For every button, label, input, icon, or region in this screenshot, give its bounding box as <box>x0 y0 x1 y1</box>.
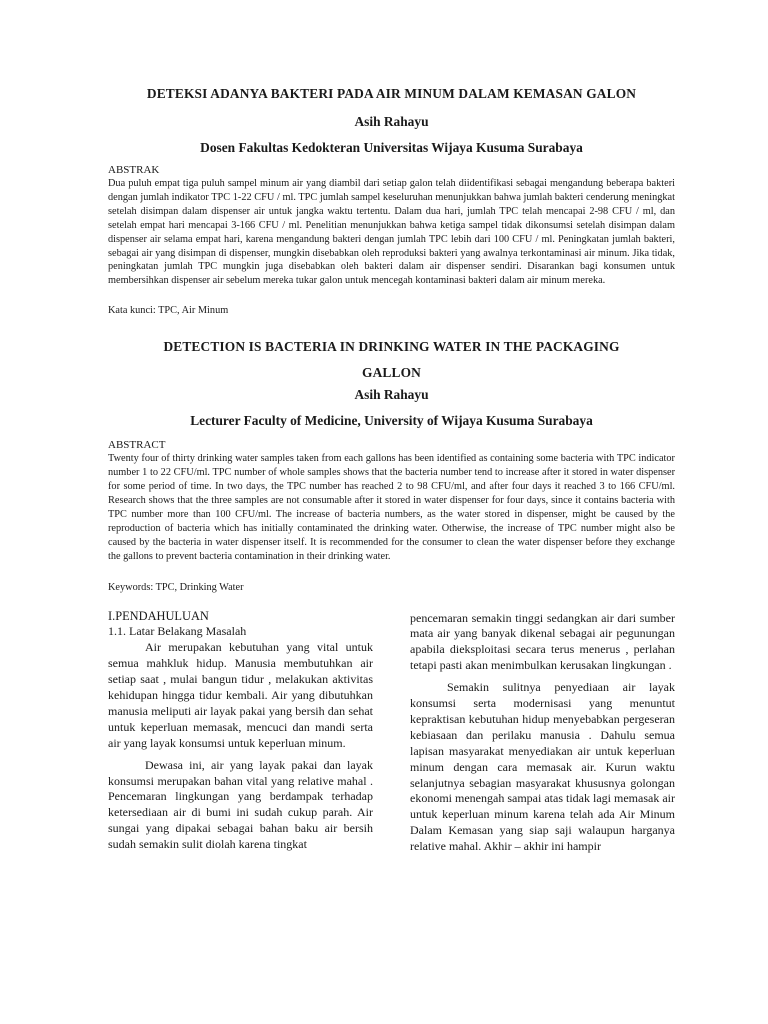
keywords-english: Keywords: TPC, Drinking Water <box>108 581 244 593</box>
section-heading: I.PENDAHULUAN <box>108 608 209 623</box>
keywords-indonesian: Kata kunci: TPC, Air Minum <box>108 305 229 317</box>
abstract-heading-indonesian: ABSTRAK <box>108 164 160 176</box>
abstract-body-english: Twenty four of thirty drinking water samples taken from each gallons has been identified as containing some bacteria with TPC indicator number 1 to 22 CFU/ml. TPC number of whole samples shows that the bacteria number tend to increase after it stored in water dispenser for some period of time. In two days, the TPC number has reached 2 to 98 CFU/ml, and after four days it reached 3 to 166 CFU/ml. Research shows that the three samples are not consumable after it stored in water dispenser for four days, since it contains bacteria with TPC number more than 100 CFU/ml. The increase of bacteria numbers, as the water stored in dispenser, might be caused by the reproduction of bacteria which has initially contaminated the drinking water. Otherwise, the increase of TPC number might also be caused by the bacteria in water dispenser itself. It is recommended for the consumer to clean the water dispenser before they exchange the gallons to prevent bacteria contamination in their drinking water. <box>108 453 675 562</box>
body-columns <box>108 609 675 856</box>
paper-title-english-line1: DETECTION IS BACTERIA IN DRINKING WATER IN THE PACKAGING <box>163 339 620 355</box>
body-paragraph: Semakin sulitnya penyediaan air layak konsumsi serta modernisasi yang menuntut kepraktisan kebutuhan hidup menyebabkan pergeseran kebiasaan dan perilaku manusia . Dahulu semua lapisan masyarakat menyediakan air untuk keperluan minum dengan cara memasak air. Kurun waktu selanjutnya sebagian masyarakat khususnya golongan ekonomi menengah sampai atas tidak lagi memasak air untuk keperluan minum karena telah ada Air Minum Dalam Kemasan yang siap saji walaupun harganya relative mahal. Akhir – akhir ini hampir <box>410 680 675 854</box>
left-column <box>108 609 373 856</box>
body-paragraph: Dewasa ini, air yang layak pakai dan layak konsumsi merupakan bahan vital yang relative mahal . Pencemaran lingkungan yang berdampak terhadap ketersediaan air di bumi ini sudah cukup parah. Air sungai yang dipakai sebagai bahan baku air bersih sudah semakin sulit diolah karena tingkat <box>108 757 373 852</box>
body-paragraph: Air merupakan kebutuhan yang vital untuk semua mahkluk hidup. Manusia membutuhkan air setiap saat , mulai bangun tidur , melakukan aktivitas kehidupan hingga tidur kembali. Air yang dibutuhkan manusia meliputi air layak pakai yang bersih dan sehat untuk keperluan memasak, mencuci dan mandi serta air yang layak konsumsi untuk keperluan minum. <box>108 640 373 750</box>
abstract-heading-english: ABSTRACT <box>108 439 166 452</box>
paper-title-english <box>108 334 675 386</box>
body-paragraph: pencemaran semakin tinggi sedangkan air dari sumber mata air yang banyak dikenal sebagai air pegunungan apabila dieksploitasi secara terus menerus , perlahan tetapi pasti akan menimbulkan kerusakan lingkungan . <box>410 610 675 673</box>
author-name-indonesian: Asih Rahayu <box>354 114 429 129</box>
paper-title-english-line2: GALLON <box>362 365 421 381</box>
author-affiliation-english: Lecturer Faculty of Medicine, University of Wijaya Kusuma Surabaya <box>190 413 593 429</box>
author-name-english: Asih Rahayu <box>354 387 429 403</box>
author-affiliation-indonesian: Dosen Fakultas Kedokteran Universitas Wijaya Kusuma Surabaya <box>200 140 583 155</box>
paper-title-indonesian: DETEKSI ADANYA BAKTERI PADA AIR MINUM DALAM KEMASAN GALON <box>146 86 637 101</box>
right-column <box>410 609 675 856</box>
abstract-body-indonesian: Dua puluh empat tiga puluh sampel minum air yang diambil dari setiap galon telah diidentifikasi sebagai mengandung beberapa bakteri dengan jumlah indikator TPC 1-22 CFU / ml. TPC jumlah sampel keseluruhan menunjukkan bahwa jumlah bakteri cenderung meningkat setelah disimpan dalam dispenser air untuk jangka waktu tertentu. Dalam dua hari, jumlah TPC telah mencapai 2-98 CFU / ml, dan setelah empat hari mencapai 3-166 CFU / ml. Penelitian menunjukkan bahwa ketiga sampel tidak dikonsumsi setelah disimpan dalam dispenser air selama empat hari, karena mengandung bakteri dengan jumlah TPC lebih dari 100 CFU / ml. Peningkatan jumlah bakteri, sebagai air yang disimpan di dispenser, mungkin disebabkan oleh reproduksi bakteri yang awalnya terkontaminasi air minum. Jika tidak, peningkatan jumlah TPC mungkin juga disebabkan oleh bakteri dalam air dispenser sendiri. Disarankan bagi konsumen untuk membersihkan dispenser air sebelum mereka tukar galon untuk mencegah kontaminasi bakteri dalam air minum mereka. <box>108 178 675 287</box>
subsection-heading: 1.1. Latar Belakang Masalah <box>108 624 247 639</box>
